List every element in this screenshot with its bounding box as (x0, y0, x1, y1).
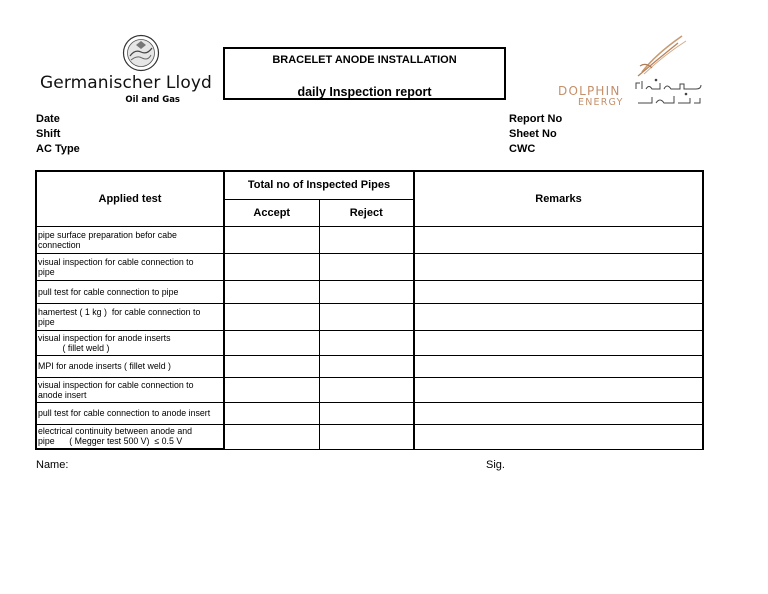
table-row (36, 303, 703, 330)
table-row (36, 280, 703, 303)
applied-test-cell: visual inspection for cable connection to anode insert (36, 377, 224, 402)
reject-cell[interactable] (319, 330, 414, 355)
reject-header: Reject (319, 199, 414, 226)
accept-cell[interactable] (224, 355, 319, 377)
dolphin-swoosh-icon (638, 36, 686, 76)
table-row (36, 424, 703, 449)
remarks-cell[interactable] (414, 280, 703, 303)
gl-division-name: Oil and Gas (125, 95, 180, 105)
remarks-cell[interactable] (414, 424, 703, 449)
report-title-box (223, 47, 506, 100)
remarks-cell[interactable] (414, 226, 703, 253)
dolphin-brand-line1: DOLPHIN (558, 84, 621, 98)
name-label: Name: (36, 459, 69, 471)
table-row (36, 226, 703, 253)
reject-cell[interactable] (319, 280, 414, 303)
accept-cell[interactable] (224, 424, 319, 449)
accept-cell[interactable] (224, 402, 319, 424)
inspected-pipes-header: Total no of Inspected Pipes (224, 171, 414, 199)
table-row (36, 377, 703, 402)
applied-test-cell: visual inspection for anode inserts ( fillet weld ) (36, 330, 224, 355)
accept-cell[interactable] (224, 330, 319, 355)
remarks-cell[interactable] (414, 330, 703, 355)
applied-test-cell: hamertest ( 1 kg ) for cable connection to pipe (36, 303, 224, 330)
germanischer-lloyd-logo (40, 34, 212, 106)
gl-seal-icon (122, 34, 160, 72)
remarks-cell[interactable] (414, 303, 703, 330)
applied-test-cell: pipe surface preparation befor cabe connection (36, 226, 224, 253)
applied-test-cell: MPI for anode inserts ( fillet weld ) (36, 355, 224, 377)
reject-cell[interactable] (319, 402, 414, 424)
remarks-cell[interactable] (414, 377, 703, 402)
table-row (36, 355, 703, 377)
table-row (36, 330, 703, 355)
report-title: BRACELET ANODE INSTALLATION (272, 54, 457, 66)
sheet-no-label: Sheet No (509, 128, 557, 140)
reject-cell[interactable] (319, 377, 414, 402)
table-row (36, 402, 703, 424)
ac-type-label: AC Type (36, 143, 80, 155)
cwc-label: CWC (509, 143, 536, 155)
applied-test-header: Applied test (36, 171, 224, 226)
date-label: Date (36, 113, 60, 125)
accept-cell[interactable] (224, 226, 319, 253)
accept-cell[interactable] (224, 303, 319, 330)
accept-cell[interactable] (224, 280, 319, 303)
remarks-cell[interactable] (414, 253, 703, 280)
inspection-table (35, 170, 704, 450)
remarks-header: Remarks (414, 171, 703, 226)
report-subtitle: daily Inspection report (297, 85, 432, 99)
reject-cell[interactable] (319, 355, 414, 377)
dolphin-brand-line2: ENERGY (578, 97, 624, 108)
remarks-cell[interactable] (414, 402, 703, 424)
remarks-cell[interactable] (414, 355, 703, 377)
shift-label: Shift (36, 128, 61, 140)
signature-label: Sig. (486, 459, 505, 471)
table-row (36, 253, 703, 280)
applied-test-cell: pull test for cable connection to pipe (36, 280, 224, 303)
accept-header: Accept (224, 199, 319, 226)
gl-company-name: Germanischer Lloyd (40, 73, 212, 93)
reject-cell[interactable] (319, 424, 414, 449)
applied-test-cell: pull test for cable connection to anode insert (36, 402, 224, 424)
applied-test-cell: visual inspection for cable connection to pipe (36, 253, 224, 280)
accept-cell[interactable] (224, 377, 319, 402)
dolphin-arabic-mark-icon (636, 79, 701, 103)
dolphin-energy-logo (556, 32, 706, 108)
applied-test-cell: electrical continuity between anode and pipe ( Megger test 500 V) ≤ 0.5 V (36, 424, 224, 449)
report-no-label: Report No (509, 113, 563, 125)
reject-cell[interactable] (319, 226, 414, 253)
reject-cell[interactable] (319, 253, 414, 280)
accept-cell[interactable] (224, 253, 319, 280)
reject-cell[interactable] (319, 303, 414, 330)
